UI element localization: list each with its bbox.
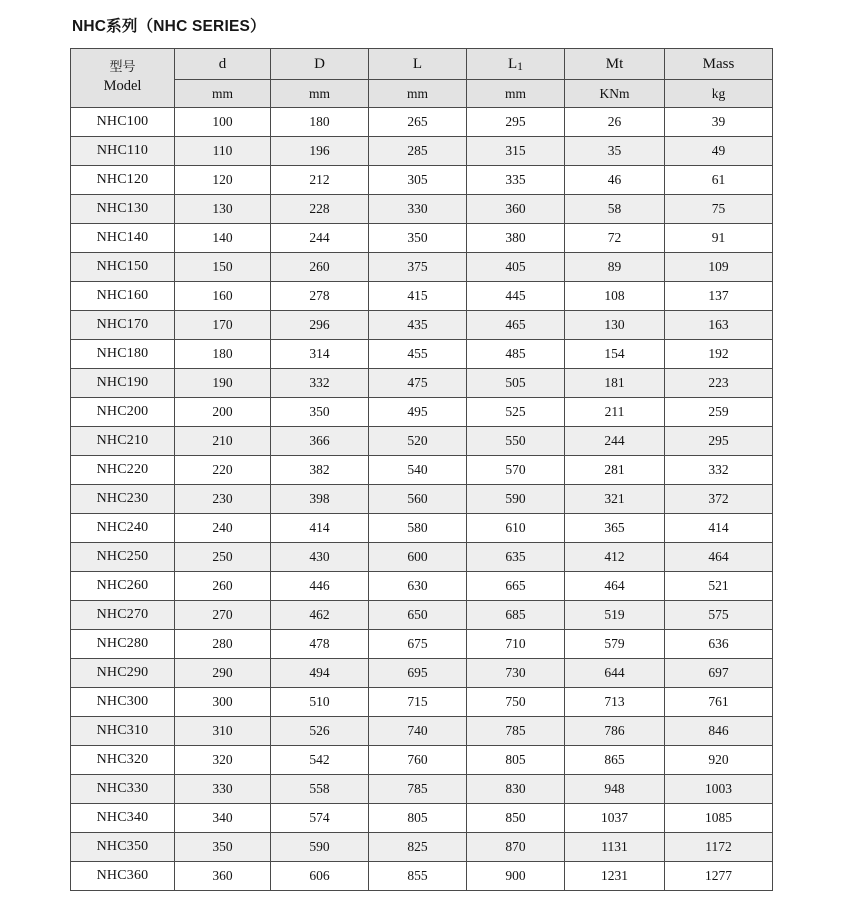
cell-mt: 26 — [565, 108, 665, 137]
table-row — [71, 804, 773, 833]
cell-mt: 713 — [565, 688, 665, 717]
cell-mt: 865 — [565, 746, 665, 775]
cell-L: 265 — [369, 108, 467, 137]
cell-L: 435 — [369, 311, 467, 340]
cell-L: 350 — [369, 224, 467, 253]
cell-L1: 665 — [467, 572, 565, 601]
unit-mass: kg — [665, 80, 773, 108]
table-row — [71, 108, 773, 137]
table-row — [71, 717, 773, 746]
cell-L: 495 — [369, 398, 467, 427]
cell-L: 540 — [369, 456, 467, 485]
table-row — [71, 456, 773, 485]
cell-mass: 39 — [665, 108, 773, 137]
unit-mt: KNm — [565, 80, 665, 108]
table-row — [71, 166, 773, 195]
cell-mass: 259 — [665, 398, 773, 427]
cell-mt: 519 — [565, 601, 665, 630]
cell-L1: 315 — [467, 137, 565, 166]
cell-mass: 846 — [665, 717, 773, 746]
table-header — [71, 49, 773, 108]
cell-L1: 505 — [467, 369, 565, 398]
cell-L1: 295 — [467, 108, 565, 137]
cell-L: 675 — [369, 630, 467, 659]
cell-mass: 1277 — [665, 862, 773, 891]
cell-mass: 91 — [665, 224, 773, 253]
cell-d: 350 — [175, 833, 271, 862]
cell-L: 630 — [369, 572, 467, 601]
cell-mass: 521 — [665, 572, 773, 601]
cell-D: 414 — [271, 514, 369, 543]
cell-D: 260 — [271, 253, 369, 282]
cell-mass: 163 — [665, 311, 773, 340]
cell-D: 332 — [271, 369, 369, 398]
cell-model: NHC190 — [71, 369, 175, 398]
cell-L1: 610 — [467, 514, 565, 543]
cell-mt: 58 — [565, 195, 665, 224]
cell-L1: 485 — [467, 340, 565, 369]
cell-D: 446 — [271, 572, 369, 601]
cell-L: 785 — [369, 775, 467, 804]
cell-D: 366 — [271, 427, 369, 456]
page-title: NHC系列（NHC SERIES） — [72, 18, 266, 35]
cell-mt: 1037 — [565, 804, 665, 833]
cell-mt: 108 — [565, 282, 665, 311]
table-row — [71, 514, 773, 543]
cell-L1: 445 — [467, 282, 565, 311]
cell-mt: 412 — [565, 543, 665, 572]
cell-L1: 900 — [467, 862, 565, 891]
table-row — [71, 572, 773, 601]
cell-L1: 685 — [467, 601, 565, 630]
cell-L1: 750 — [467, 688, 565, 717]
cell-L: 600 — [369, 543, 467, 572]
cell-model: NHC300 — [71, 688, 175, 717]
cell-D: 462 — [271, 601, 369, 630]
cell-D: 510 — [271, 688, 369, 717]
table-row — [71, 601, 773, 630]
column-header-mt: Mt — [565, 49, 665, 80]
cell-model: NHC180 — [71, 340, 175, 369]
cell-L: 475 — [369, 369, 467, 398]
cell-mt: 244 — [565, 427, 665, 456]
cell-model: NHC340 — [71, 804, 175, 833]
cell-mass: 920 — [665, 746, 773, 775]
cell-L: 305 — [369, 166, 467, 195]
cell-D: 398 — [271, 485, 369, 514]
cell-model: NHC120 — [71, 166, 175, 195]
cell-L1: 785 — [467, 717, 565, 746]
cell-L1: 335 — [467, 166, 565, 195]
cell-mass: 372 — [665, 485, 773, 514]
column-header-model-en: Model — [103, 77, 142, 94]
cell-d: 310 — [175, 717, 271, 746]
table-row — [71, 862, 773, 891]
cell-D: 180 — [271, 108, 369, 137]
cell-mass: 332 — [665, 456, 773, 485]
cell-mt: 786 — [565, 717, 665, 746]
cell-model: NHC200 — [71, 398, 175, 427]
cell-D: 278 — [271, 282, 369, 311]
cell-model: NHC150 — [71, 253, 175, 282]
cell-L: 330 — [369, 195, 467, 224]
table-row — [71, 630, 773, 659]
table-row — [71, 137, 773, 166]
cell-D: 574 — [271, 804, 369, 833]
cell-L1: 635 — [467, 543, 565, 572]
cell-mt: 130 — [565, 311, 665, 340]
cell-mass: 636 — [665, 630, 773, 659]
table-row — [71, 746, 773, 775]
cell-mass: 414 — [665, 514, 773, 543]
table-row — [71, 195, 773, 224]
column-header-model — [71, 49, 175, 108]
cell-mt: 72 — [565, 224, 665, 253]
cell-d: 160 — [175, 282, 271, 311]
cell-D: 606 — [271, 862, 369, 891]
cell-model: NHC330 — [71, 775, 175, 804]
cell-d: 330 — [175, 775, 271, 804]
cell-D: 558 — [271, 775, 369, 804]
table-header-row-symbols — [71, 49, 773, 80]
cell-d: 340 — [175, 804, 271, 833]
cell-mt: 579 — [565, 630, 665, 659]
cell-d: 150 — [175, 253, 271, 282]
cell-L1: 405 — [467, 253, 565, 282]
cell-mt: 1231 — [565, 862, 665, 891]
cell-L1: 730 — [467, 659, 565, 688]
cell-L: 375 — [369, 253, 467, 282]
cell-mt: 154 — [565, 340, 665, 369]
cell-L1: 870 — [467, 833, 565, 862]
cell-model: NHC230 — [71, 485, 175, 514]
column-header-mass: Mass — [665, 49, 773, 80]
cell-mass: 697 — [665, 659, 773, 688]
cell-mt: 644 — [565, 659, 665, 688]
cell-D: 430 — [271, 543, 369, 572]
cell-L1: 570 — [467, 456, 565, 485]
cell-model: NHC140 — [71, 224, 175, 253]
cell-D: 228 — [271, 195, 369, 224]
cell-mt: 464 — [565, 572, 665, 601]
cell-L: 695 — [369, 659, 467, 688]
cell-L: 455 — [369, 340, 467, 369]
cell-d: 360 — [175, 862, 271, 891]
cell-model: NHC110 — [71, 137, 175, 166]
cell-D: 494 — [271, 659, 369, 688]
column-header-L: L — [369, 49, 467, 80]
cell-D: 196 — [271, 137, 369, 166]
cell-L: 285 — [369, 137, 467, 166]
cell-mt: 365 — [565, 514, 665, 543]
cell-model: NHC100 — [71, 108, 175, 137]
cell-mass: 1085 — [665, 804, 773, 833]
cell-L1: 805 — [467, 746, 565, 775]
cell-mass: 109 — [665, 253, 773, 282]
cell-L: 805 — [369, 804, 467, 833]
cell-d: 110 — [175, 137, 271, 166]
cell-d: 210 — [175, 427, 271, 456]
cell-L1: 550 — [467, 427, 565, 456]
table-row — [71, 398, 773, 427]
cell-L1: 360 — [467, 195, 565, 224]
cell-model: NHC260 — [71, 572, 175, 601]
cell-L: 740 — [369, 717, 467, 746]
cell-mt: 181 — [565, 369, 665, 398]
cell-model: NHC130 — [71, 195, 175, 224]
cell-D: 212 — [271, 166, 369, 195]
cell-d: 300 — [175, 688, 271, 717]
cell-D: 314 — [271, 340, 369, 369]
unit-d: mm — [175, 80, 271, 108]
cell-mt: 948 — [565, 775, 665, 804]
table-row — [71, 282, 773, 311]
cell-d: 200 — [175, 398, 271, 427]
cell-D: 526 — [271, 717, 369, 746]
cell-mt: 35 — [565, 137, 665, 166]
cell-mass: 761 — [665, 688, 773, 717]
cell-D: 542 — [271, 746, 369, 775]
cell-mt: 89 — [565, 253, 665, 282]
cell-mass: 464 — [665, 543, 773, 572]
cell-L: 855 — [369, 862, 467, 891]
unit-D: mm — [271, 80, 369, 108]
cell-d: 320 — [175, 746, 271, 775]
cell-D: 590 — [271, 833, 369, 862]
cell-L: 415 — [369, 282, 467, 311]
cell-model: NHC280 — [71, 630, 175, 659]
cell-L1: 525 — [467, 398, 565, 427]
cell-L: 650 — [369, 601, 467, 630]
cell-model: NHC350 — [71, 833, 175, 862]
cell-L1: 465 — [467, 311, 565, 340]
cell-mt: 46 — [565, 166, 665, 195]
cell-model: NHC220 — [71, 456, 175, 485]
table-row — [71, 543, 773, 572]
cell-L1: 830 — [467, 775, 565, 804]
cell-D: 382 — [271, 456, 369, 485]
cell-model: NHC210 — [71, 427, 175, 456]
cell-mass: 61 — [665, 166, 773, 195]
cell-mt: 211 — [565, 398, 665, 427]
table-row — [71, 427, 773, 456]
cell-d: 220 — [175, 456, 271, 485]
cell-model: NHC290 — [71, 659, 175, 688]
cell-mass: 192 — [665, 340, 773, 369]
cell-L1: 710 — [467, 630, 565, 659]
cell-L: 825 — [369, 833, 467, 862]
cell-D: 244 — [271, 224, 369, 253]
cell-L: 760 — [369, 746, 467, 775]
cell-D: 350 — [271, 398, 369, 427]
cell-d: 120 — [175, 166, 271, 195]
cell-model: NHC170 — [71, 311, 175, 340]
cell-mass: 137 — [665, 282, 773, 311]
cell-D: 296 — [271, 311, 369, 340]
cell-D: 478 — [271, 630, 369, 659]
cell-d: 190 — [175, 369, 271, 398]
table-row — [71, 775, 773, 804]
cell-mass: 1003 — [665, 775, 773, 804]
cell-d: 100 — [175, 108, 271, 137]
cell-d: 170 — [175, 311, 271, 340]
cell-d: 180 — [175, 340, 271, 369]
cell-d: 130 — [175, 195, 271, 224]
cell-L1: 590 — [467, 485, 565, 514]
cell-d: 250 — [175, 543, 271, 572]
cell-d: 290 — [175, 659, 271, 688]
cell-mass: 223 — [665, 369, 773, 398]
table-row — [71, 688, 773, 717]
cell-model: NHC250 — [71, 543, 175, 572]
cell-d: 280 — [175, 630, 271, 659]
column-header-model-cn: 型号 — [109, 60, 136, 76]
specification-table — [70, 48, 773, 891]
column-header-D: D — [271, 49, 369, 80]
cell-d: 140 — [175, 224, 271, 253]
cell-L: 580 — [369, 514, 467, 543]
unit-L: mm — [369, 80, 467, 108]
table-body — [71, 108, 773, 891]
cell-model: NHC160 — [71, 282, 175, 311]
cell-d: 260 — [175, 572, 271, 601]
table-row — [71, 369, 773, 398]
table-row — [71, 659, 773, 688]
cell-model: NHC360 — [71, 862, 175, 891]
cell-L: 560 — [369, 485, 467, 514]
cell-mass: 49 — [665, 137, 773, 166]
cell-mt: 281 — [565, 456, 665, 485]
cell-model: NHC310 — [71, 717, 175, 746]
cell-L: 520 — [369, 427, 467, 456]
table-header-row-units — [71, 80, 773, 108]
column-header-L1: L1 — [467, 49, 565, 80]
cell-mt: 1131 — [565, 833, 665, 862]
cell-L: 715 — [369, 688, 467, 717]
cell-mass: 295 — [665, 427, 773, 456]
table-row — [71, 485, 773, 514]
cell-model: NHC270 — [71, 601, 175, 630]
cell-mt: 321 — [565, 485, 665, 514]
table-row — [71, 224, 773, 253]
cell-model: NHC320 — [71, 746, 175, 775]
cell-L1: 850 — [467, 804, 565, 833]
cell-d: 270 — [175, 601, 271, 630]
cell-d: 240 — [175, 514, 271, 543]
table-row — [71, 833, 773, 862]
unit-L1: mm — [467, 80, 565, 108]
table-row — [71, 311, 773, 340]
cell-L1: 380 — [467, 224, 565, 253]
table-row — [71, 340, 773, 369]
column-header-d: d — [175, 49, 271, 80]
cell-mass: 75 — [665, 195, 773, 224]
table-row — [71, 253, 773, 282]
cell-d: 230 — [175, 485, 271, 514]
cell-mass: 1172 — [665, 833, 773, 862]
cell-model: NHC240 — [71, 514, 175, 543]
cell-mass: 575 — [665, 601, 773, 630]
